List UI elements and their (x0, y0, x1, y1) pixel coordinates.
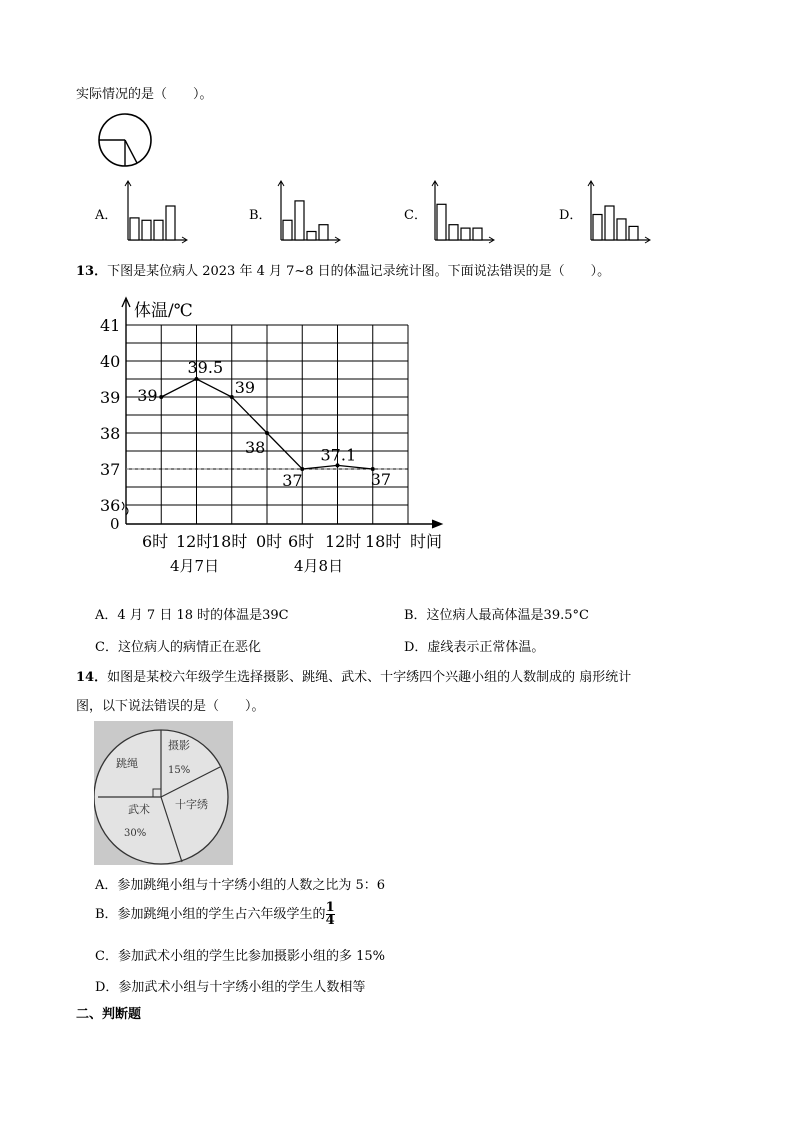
date-label: 4月7日 (170, 557, 220, 575)
q14-option-c[interactable]: C．参加武术小组的学生比参加摄影小组的多 15% (95, 949, 385, 964)
q14-option-d[interactable]: D．参加武术小组与十字绣小组的学生人数相等 (95, 980, 366, 995)
pie-label-wushu-pct: 30% (124, 828, 147, 839)
q12-option-a[interactable]: A． (95, 208, 118, 223)
y-tick-label: 0 (110, 515, 120, 533)
q12-circle-figure (96, 111, 154, 169)
mini-bar (437, 204, 446, 240)
point-label: 37 (282, 471, 303, 490)
q12-bar-chart-d (583, 180, 653, 245)
chart-axes (122, 298, 442, 528)
x-axis-arrow (432, 520, 442, 528)
point-label: 39 (234, 378, 256, 397)
point-label: 39.5 (187, 358, 224, 377)
q14-stem-line1: 如图是某校六年级学生选择摄影、跳绳、武术、十字绣四个兴趣小组的人数制成的 扇形统计 (107, 670, 632, 685)
y-tick-label: 36 (100, 496, 121, 515)
x-tick-label: 12时 (176, 532, 213, 551)
pie-label-sheying-pct: 15% (168, 765, 191, 776)
data-point (159, 395, 163, 399)
data-point (230, 395, 234, 399)
mini-bar (605, 206, 614, 240)
mini-bar (473, 228, 482, 240)
mini-bar (629, 226, 638, 240)
pie-label-wushu: 武术 (128, 803, 150, 816)
x-tick-label: 12时 (325, 532, 362, 551)
q12-option-d[interactable]: D． (559, 208, 583, 223)
mini-bar (449, 225, 458, 240)
chart-grid (126, 325, 408, 524)
data-point (265, 431, 269, 435)
q14-option-b[interactable] (95, 902, 335, 927)
q14-pie-figure (94, 721, 233, 865)
section-heading: 二、判断题 (76, 1007, 142, 1022)
date-label: 4月8日 (294, 557, 344, 575)
q13-option-a[interactable]: A．4 月 7 日 18 时的体温是39C (95, 608, 289, 623)
mini-bar (142, 220, 151, 240)
y-tick-label: 40 (100, 352, 121, 371)
y-tick-label: 38 (100, 424, 121, 443)
temperature-line-chart (94, 290, 464, 580)
q14-number: 14． (76, 670, 108, 685)
q12-bar-chart-c (427, 180, 497, 245)
mini-bar (166, 206, 175, 240)
mini-bar (295, 201, 304, 240)
pie-label-shizixiu: 十字绣 (175, 798, 208, 811)
mini-bar (307, 232, 316, 241)
q14-option-a[interactable]: A．参加跳绳小组与十字绣小组的人数之比为 5：6 (95, 878, 386, 893)
mini-bar (130, 218, 139, 240)
q12-bar-chart-b (273, 180, 343, 245)
q13-option-d[interactable]: D．虚线表示正常体温。 (404, 640, 545, 655)
x-tick-label: 6时 (288, 532, 315, 551)
x-axis-title: 时间 (410, 532, 443, 551)
q13-stem: 下图是某位病人 2023 年 4 月 7~8 日的体温记录统计图。下面说法错误的是（ ）。 (107, 264, 611, 279)
y-tick-label: 37 (100, 460, 121, 479)
y-axis-title: 体温/℃ (134, 301, 193, 321)
q13-option-c[interactable]: C．这位病人的病情正在恶化 (95, 640, 261, 655)
point-label: 39 (137, 386, 158, 405)
mini-bar (461, 228, 470, 240)
y-tick-label: 41 (100, 316, 121, 335)
q12-option-c[interactable]: C． (404, 208, 427, 223)
q14-stem-line2: 图，以下说法错误的是（ ）。 (76, 699, 265, 714)
x-tick-label: 6时 (142, 532, 169, 551)
q13-option-b[interactable]: B．这位病人最高体温是39.5°C (404, 608, 589, 623)
mini-bar (617, 219, 626, 240)
axis-break-mark (122, 502, 128, 515)
x-tick-label: 0时 (256, 532, 283, 551)
pie-label-sheying: 摄影 (168, 739, 190, 752)
data-point (195, 377, 199, 381)
y-tick-label: 39 (100, 388, 121, 407)
point-label: 37 (370, 470, 392, 489)
mini-bar (319, 225, 328, 240)
x-tick-label: 18时 (211, 532, 248, 551)
mini-bar (593, 215, 602, 241)
q12-option-b[interactable]: B． (249, 208, 272, 223)
x-tick-label: 18时 (365, 532, 402, 551)
mini-bar (283, 220, 292, 240)
fraction-one-quarter: $\frac{1}{4}$ (325, 900, 335, 928)
point-label: 37.1 (320, 445, 357, 465)
q12-bar-chart-a (120, 180, 190, 245)
q13-number: 13． (76, 264, 108, 279)
point-label: 38 (245, 438, 266, 457)
q12-stem-tail: 实际情况的是（ ）。 (76, 87, 213, 102)
q14-option-b-text: B．参加跳绳小组的学生占六年级学生的 (95, 907, 326, 922)
mini-bar (154, 220, 163, 240)
pie-label-tiaosheng: 跳绳 (116, 757, 138, 770)
